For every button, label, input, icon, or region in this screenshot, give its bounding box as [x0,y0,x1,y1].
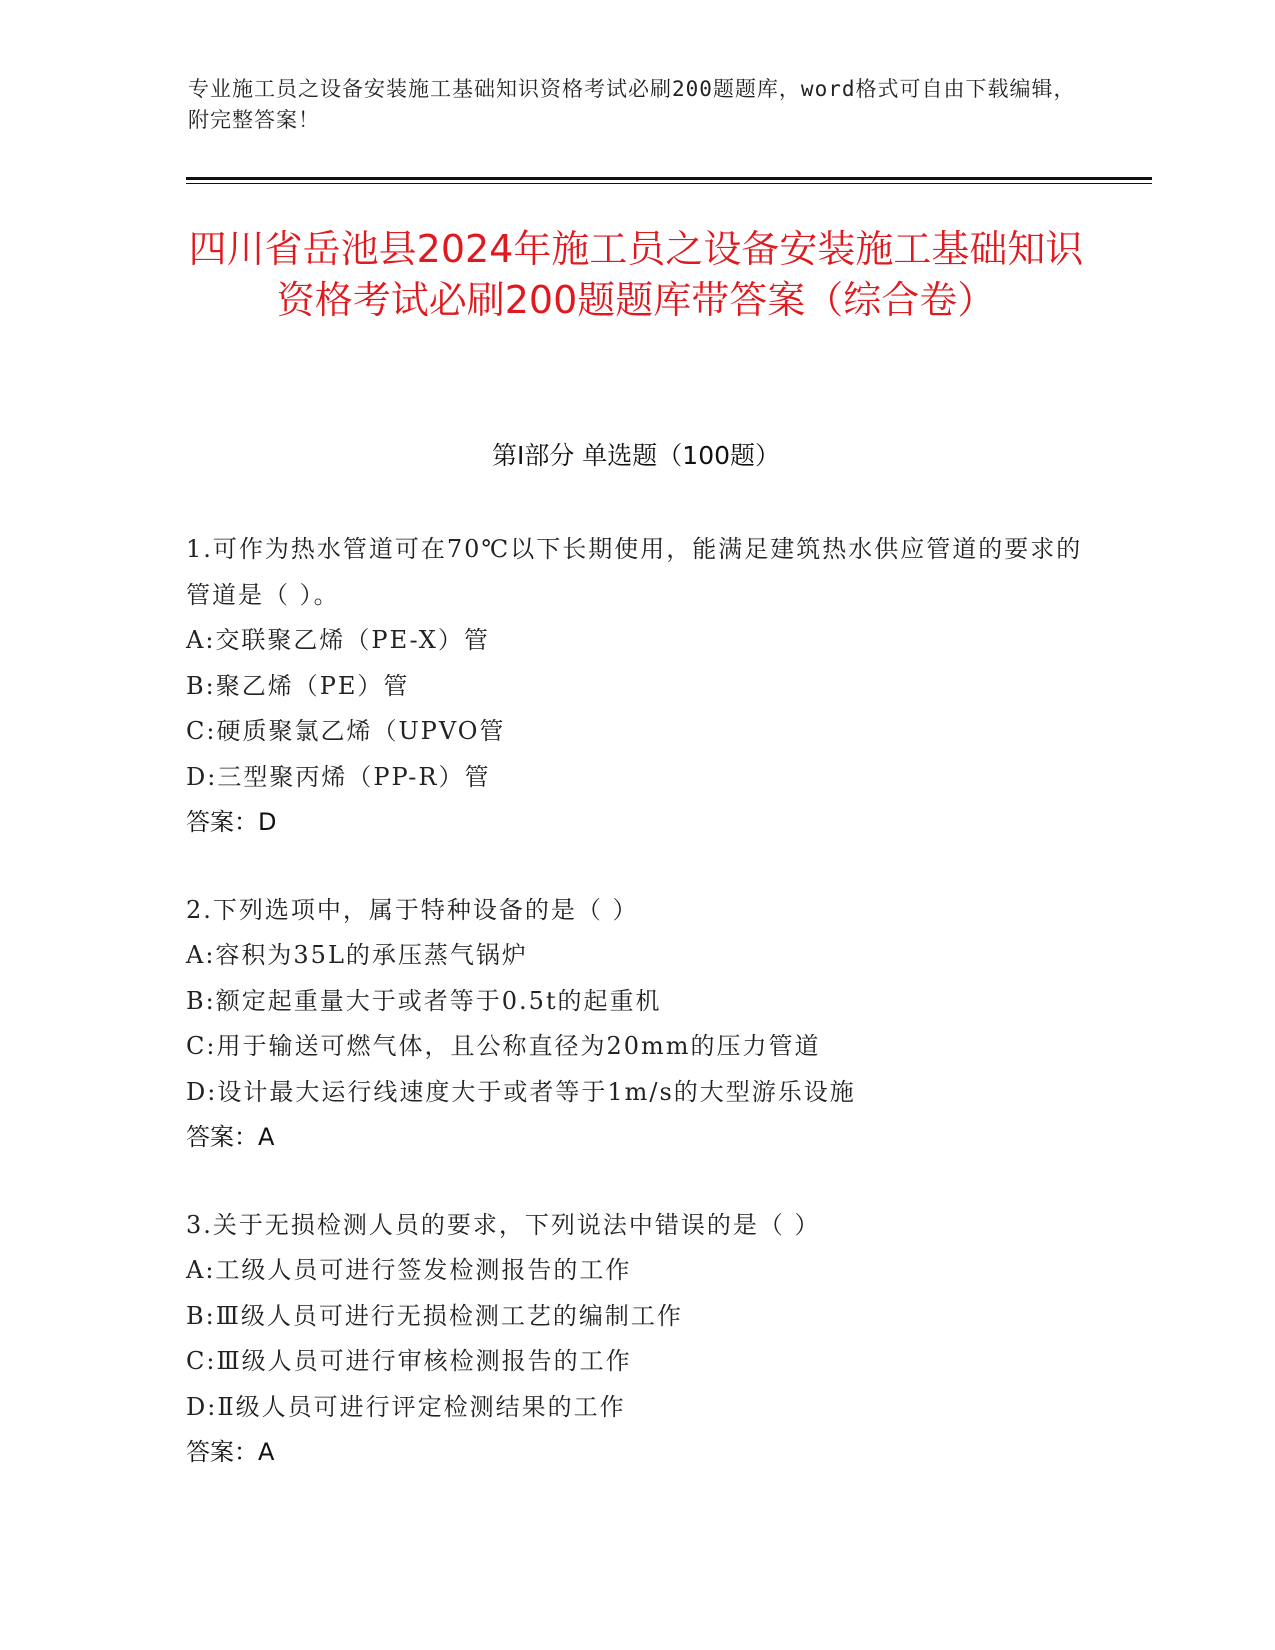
question-list [186,527,1086,1518]
header-rule-thick [186,177,1152,180]
question-1 [186,527,1086,846]
document-title: 四川省岳池县2024年施工员之设备安装施工基础知识资格考试必刷200题题库带答案（综合卷） [188,227,1084,322]
option-c: C:用于输送可燃气体，且公称直径为20mm的压力管道 [186,1032,821,1060]
answer: 答案：D [186,808,277,836]
option-c: C:硬质聚氯乙烯（UPVO管 [186,717,506,745]
question-stem: 2.下列选项中，属于特种设备的是（ ） [186,895,639,924]
option-b: B:额定起重量大于或者等于0.5t的起重机 [186,986,662,1015]
header-note: 专业施工员之设备安装施工基础知识资格考试必刷200题题库，word格式可自由下载编辑，附完整答案！ [188,77,1076,132]
option-d: D:设计最大运行线速度大于或者等于1m/s的大型游乐设施 [186,1077,856,1106]
option-d: D:三型聚丙烯（PP-R）管 [186,762,491,791]
option-c: C:Ⅲ级人员可进行审核检测报告的工作 [186,1347,632,1375]
answer: 答案：A [186,1438,275,1466]
option-a: A:容积为35L的承压蒸气锅炉 [186,941,528,969]
answer: 答案：A [186,1123,275,1151]
header-rule-thin [186,183,1152,184]
question-stem: 1.可作为热水管道可在70℃以下长期使用，能满足建筑热水供应管道的要求的管道是（ ）。 [186,535,1083,609]
option-b: B:聚乙烯（PE）管 [186,671,410,700]
question-3 [186,1203,1086,1476]
option-d: D:Ⅱ级人员可进行评定检测结果的工作 [186,1392,626,1421]
question-2 [186,888,1086,1161]
option-b: B:Ⅲ级人员可进行无损检测工艺的编制工作 [186,1301,683,1330]
option-a: A:工级人员可进行签发检测报告的工作 [186,1256,632,1284]
question-stem: 3.关于无损检测人员的要求，下列说法中错误的是（ ） [186,1210,821,1239]
section-title: 第Ⅰ部分 单选题（100题） [491,441,781,470]
option-a: A:交联聚乙烯（PE-X）管 [186,626,490,654]
